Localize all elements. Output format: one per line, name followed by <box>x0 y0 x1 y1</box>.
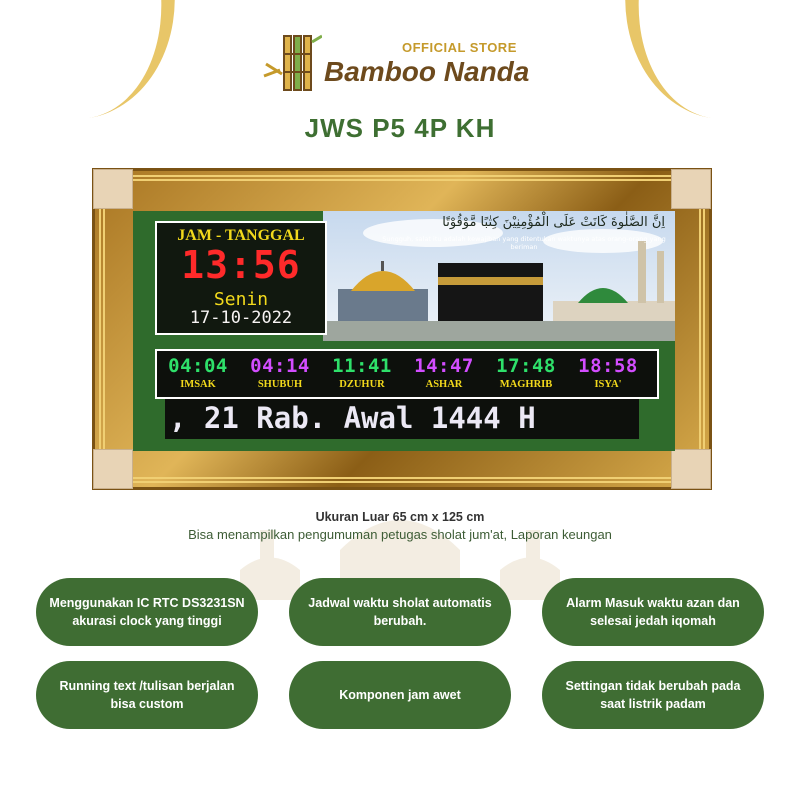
prayer-ashar <box>405 351 483 390</box>
feature-label: Alarm Masuk waktu azan dan selesai jedah iqomah <box>566 596 740 628</box>
prayer-name: ASHAR <box>425 379 463 390</box>
feature-label: Komponen jam awet <box>339 688 461 702</box>
verse-translation: Sungguh, salat itu adalah kewajiban yang ditentukan waktunya atas orang-orang yang beriman <box>382 235 666 251</box>
arabic-verse: اِنَّ الصَّلٰوةَ كَانَتْ عَلَى الْمُؤْمِنِيْنَ كِتٰبًا مَّوْقُوْتًا <box>442 215 665 230</box>
prayer-name: ISYA' <box>594 379 622 390</box>
product-title: JWS P5 4P KH <box>304 113 496 143</box>
prayer-times-panel <box>155 349 659 399</box>
brand-logo[interactable] <box>262 34 542 94</box>
corner-protector <box>93 169 133 209</box>
prayer-time: 17:48 <box>496 355 556 377</box>
prayer-name: SHUBUH <box>257 379 303 390</box>
feature-running-text <box>36 661 258 729</box>
clock-time: 13:56 <box>181 243 301 287</box>
prayer-time: 04:14 <box>250 355 310 377</box>
description-caption: Bisa menampilkan pengumuman petugas sholat jum'at, Laporan keungan <box>188 527 612 542</box>
led-display-screen <box>133 211 675 451</box>
brand-name: Bamboo Nanda <box>324 56 530 87</box>
prayer-shubuh <box>241 351 319 390</box>
prayer-isya <box>569 351 647 390</box>
prayer-name: DZUHUR <box>339 379 385 390</box>
feature-rtc-accuracy <box>36 578 258 646</box>
clock-date: 17-10-2022 <box>189 308 293 328</box>
feature-label: Settingan tidak berubah pada saat listrik padam <box>565 679 741 711</box>
clock-day: Senin <box>213 289 269 310</box>
prayer-name: IMSAK <box>180 379 216 390</box>
feature-memory-retention <box>542 661 764 729</box>
prayer-maghrib <box>487 351 565 390</box>
official-store-label: OFFICIAL STORE <box>402 40 517 55</box>
prayer-time: 04:04 <box>168 355 228 377</box>
corner-protector <box>671 169 711 209</box>
clock-panel <box>155 221 327 335</box>
clock-title: JAM - TANGGAL <box>177 227 305 244</box>
corner-protector <box>671 449 711 489</box>
corner-protector <box>93 449 133 489</box>
prayer-imsak <box>159 351 237 390</box>
prayer-time: 14:47 <box>414 355 474 377</box>
feature-label: Running text /tulisan berjalan bisa custom <box>59 679 235 711</box>
feature-durable <box>289 661 511 729</box>
prayer-name: MAGHRIB <box>499 379 553 390</box>
feature-label: Jadwal waktu sholat automatis berubah. <box>308 596 492 628</box>
running-text: , 21 Rab. Awal 1444 H <box>169 401 536 435</box>
feature-label: Menggunakan IC RTC DS3231SN akurasi clock yang tinggi <box>49 596 245 628</box>
prayer-time: 18:58 <box>578 355 638 377</box>
running-text-panel <box>165 399 639 439</box>
prayer-dzuhur <box>323 351 401 390</box>
feature-adzan-alarm <box>542 578 764 646</box>
size-caption: Ukuran Luar 65 cm x 125 cm <box>315 510 485 524</box>
prayer-time: 11:41 <box>332 355 392 377</box>
feature-auto-schedule <box>289 578 511 646</box>
bamboo-logo-icon <box>262 34 322 92</box>
product-image <box>92 168 712 490</box>
